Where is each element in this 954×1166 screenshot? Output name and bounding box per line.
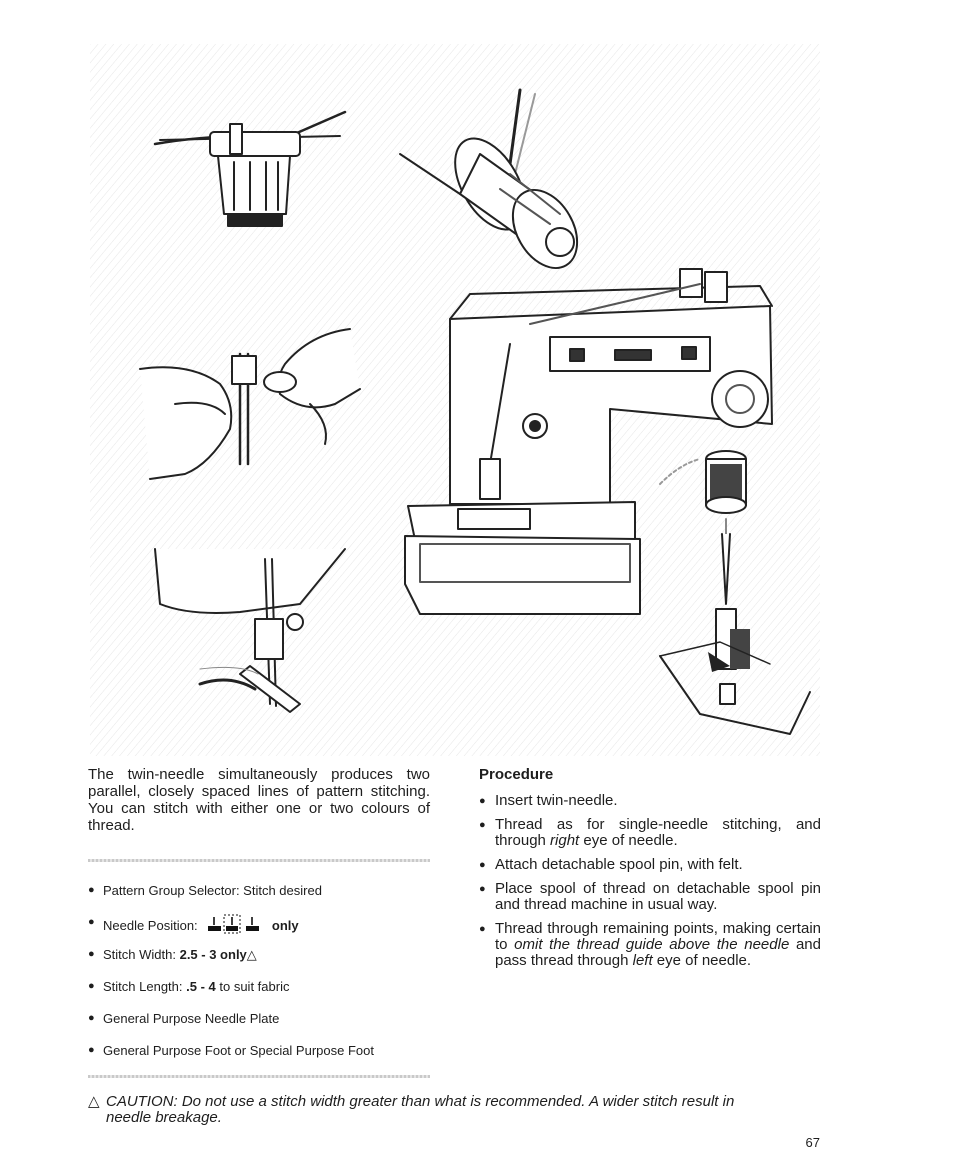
setting-value: only bbox=[271, 918, 299, 933]
divider-rule bbox=[88, 1075, 430, 1078]
bullet-icon: ● bbox=[88, 916, 95, 928]
setting-stitch-length bbox=[88, 978, 433, 1010]
needle-position-icon bbox=[206, 914, 262, 934]
bullet-icon: ● bbox=[88, 1012, 95, 1024]
bullet-icon: ● bbox=[479, 859, 486, 871]
setting-note: to suit fabric bbox=[219, 979, 290, 994]
bullet-icon: ● bbox=[479, 795, 486, 807]
machine-settings-list bbox=[88, 882, 433, 1074]
bullet-icon: ● bbox=[88, 1044, 95, 1056]
caution-triangle-icon: △ bbox=[88, 1093, 100, 1110]
bullet-icon: ● bbox=[88, 980, 95, 992]
bullet-icon: ● bbox=[88, 948, 95, 960]
setting-label: Pattern Group Selector: Stitch desired bbox=[103, 883, 322, 898]
bullet-icon: ● bbox=[479, 883, 486, 895]
caution-text-continued: needle breakage. bbox=[106, 1109, 222, 1126]
setting-value: .5 - 4 bbox=[186, 979, 216, 994]
bullet-icon: ● bbox=[479, 819, 486, 831]
procedure-title: Procedure bbox=[479, 766, 554, 783]
setting-label: Needle Position: bbox=[103, 918, 198, 933]
procedure-step: ● Insert twin-needle. bbox=[479, 792, 618, 809]
sewing-machine-illustration bbox=[90, 44, 820, 756]
bullet-icon: ● bbox=[479, 923, 486, 935]
setting-value: 2.5 - 3 only bbox=[179, 947, 247, 962]
procedure-step: ● Thread through remaining points, making certain to omit the thread guide above the needle and pass thread through left eye of needle. bbox=[479, 920, 821, 969]
procedure-section bbox=[479, 766, 821, 977]
procedure-steps bbox=[479, 793, 821, 969]
divider-rule bbox=[88, 859, 430, 862]
procedure-step: ● Place spool of thread on detachable spool pin and thread machine in usual way. bbox=[479, 880, 821, 913]
caution-mark-icon: △ bbox=[246, 947, 257, 962]
setting-label: General Purpose Foot or Special Purpose Foot bbox=[103, 1043, 374, 1058]
bullet-icon: ● bbox=[88, 884, 95, 896]
setting-label: Stitch Width: bbox=[103, 947, 176, 962]
intro-paragraph: The twin-needle simultaneously produces two parallel, closely spaced lines of pattern stitching. You can stitch with either one or two colours of thread. bbox=[88, 766, 430, 834]
procedure-step: ● Thread as for single-needle stitching, and through right eye of needle. bbox=[479, 816, 821, 849]
setting-label: Stitch Length: bbox=[103, 979, 183, 994]
setting-stitch-width bbox=[88, 946, 433, 978]
caution-note bbox=[88, 1094, 823, 1126]
setting-foot bbox=[88, 1042, 433, 1074]
procedure-step: ● Attach detachable spool pin, with felt. bbox=[479, 856, 743, 873]
setting-label: General Purpose Needle Plate bbox=[103, 1011, 280, 1026]
setting-pattern-group bbox=[88, 882, 433, 914]
setting-needle-position bbox=[88, 914, 433, 946]
setting-needle-plate bbox=[88, 1010, 433, 1042]
caution-text: CAUTION: Do not use a stitch width greater than what is recommended. A wider stitch result in bbox=[106, 1093, 735, 1110]
page-number: 67 bbox=[805, 1135, 820, 1150]
